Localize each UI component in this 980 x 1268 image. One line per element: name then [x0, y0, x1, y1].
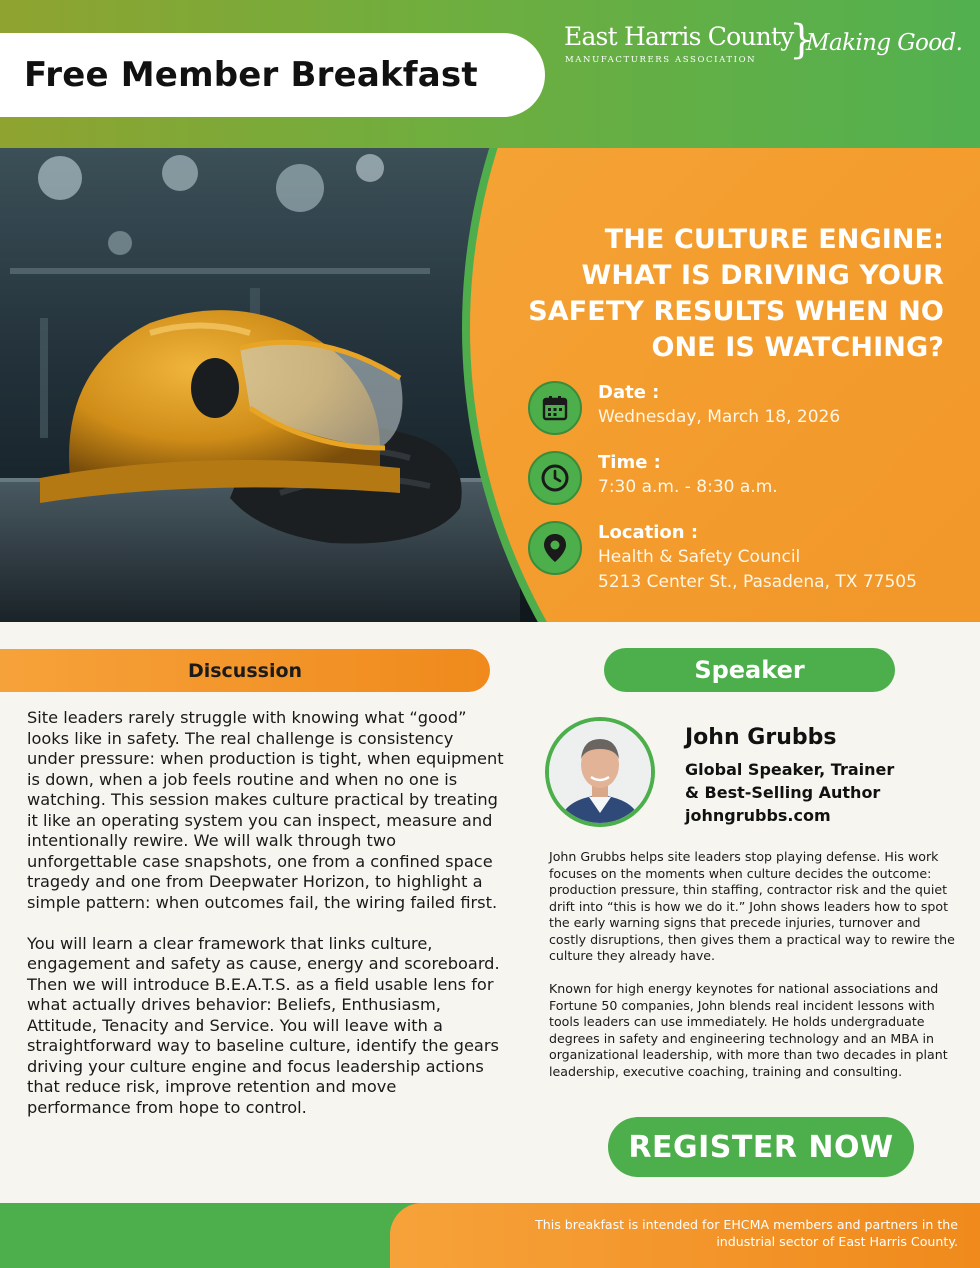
time-row — [528, 451, 778, 505]
time-value: 7:30 a.m. - 8:30 a.m. — [598, 477, 778, 497]
location-pin-icon — [528, 521, 582, 575]
speaker-heading-pill — [604, 648, 895, 692]
event-title-line: WHAT IS DRIVING YOUR — [581, 260, 944, 291]
speaker-role-line: & Best-Selling Author — [685, 783, 881, 802]
location-address: 5213 Center St., Pasadena, TX 77505 — [598, 572, 917, 592]
discussion-heading-pill — [0, 649, 490, 692]
footer-note: This breakfast is intended for EHCMA members and partners in the industrial sector of East Harris County. — [535, 1217, 958, 1249]
speaker-bio — [549, 849, 959, 1097]
speaker-credentials — [685, 758, 945, 827]
register-button-label: REGISTER NOW — [628, 1129, 894, 1165]
page-title: Free Member Breakfast — [24, 55, 478, 95]
event-title-line: ONE IS WATCHING? — [651, 332, 944, 363]
speaker-website-link[interactable]: johngrubbs.com — [685, 806, 831, 825]
hero-section — [0, 148, 980, 622]
location-label: Location : — [598, 522, 699, 543]
title-pill — [0, 33, 545, 117]
register-now-button[interactable] — [608, 1117, 914, 1177]
logo-org-subtitle: MANUFACTURERS ASSOCIATION — [565, 55, 757, 65]
event-title — [494, 222, 944, 366]
logo-org-name: East Harris County — [564, 22, 794, 51]
logo-brace: } — [789, 17, 815, 63]
event-title-line: THE CULTURE ENGINE: — [604, 224, 944, 255]
date-row — [528, 381, 840, 435]
header-banner — [0, 0, 980, 148]
logo-tagline: Making Good. — [806, 30, 963, 56]
speaker-bio-paragraph: John Grubbs helps site leaders stop playing defense. His work focuses on the moments when culture decides the outcome: production pressure, thin staffing, contractor risk and the quiet drift into “this is how we do it.” John shows leaders how to spot the early warning signs that precede injuries, turnover and costly disruptions, then gives them a practical way to rewire the culture they already have. — [549, 849, 955, 963]
org-logo[interactable] — [564, 17, 964, 72]
speaker-bio-paragraph: Known for high energy keynotes for national associations and Fortune 50 companies, John blends real incident lessons with tools leaders can use immediately. He holds undergraduate degrees in safety and engineering technology and an MBA in organizational leadership, with more than two decades in plant leadership, executive coaching, training and consulting. — [549, 981, 948, 1079]
speaker-heading: Speaker — [694, 656, 805, 684]
event-title-line: SAFETY RESULTS WHEN NO — [528, 296, 944, 327]
discussion-body — [27, 708, 505, 1139]
calendar-icon — [528, 381, 582, 435]
clock-icon — [528, 451, 582, 505]
speaker-avatar — [545, 717, 655, 827]
speaker-name: John Grubbs — [685, 725, 837, 750]
location-row — [528, 521, 917, 595]
date-label: Date : — [598, 382, 660, 403]
date-value: Wednesday, March 18, 2026 — [598, 407, 841, 427]
discussion-paragraph: Site leaders rarely struggle with knowing what “good” looks like in safety. The real challenge is consistency under pressure: when production is tight, when equipment is down, when a job feels routine and when no one is watching. This session makes culture practical by treating it like an operating system you can inspect, measure and intentionally rewire. We will walk through two unforgettable case snapshots, one from a confined space tragedy and one from Deepwater Horizon, to highlight a simple pattern: when outcomes fail, the wiring failed first. — [27, 708, 504, 912]
discussion-paragraph: You will learn a clear framework that links culture, engagement and safety as cause, energy and scoreboard. Then we will introduce B.E.A.T.S. as a field usable lens for what actually drives behavior: Beliefs, Enthusiasm, Attitude, Tenacity and Service. You will leave with a straightforward way to baseline culture, identify the gears driving your culture engine and focus leadership actions that reduce risk, improve retention and move performance from hope to control. — [27, 933, 500, 1117]
location-venue: Health & Safety Council — [598, 547, 801, 567]
speaker-role-line: Global Speaker, Trainer — [685, 760, 895, 779]
discussion-heading: Discussion — [187, 659, 303, 682]
time-label: Time : — [598, 452, 661, 473]
